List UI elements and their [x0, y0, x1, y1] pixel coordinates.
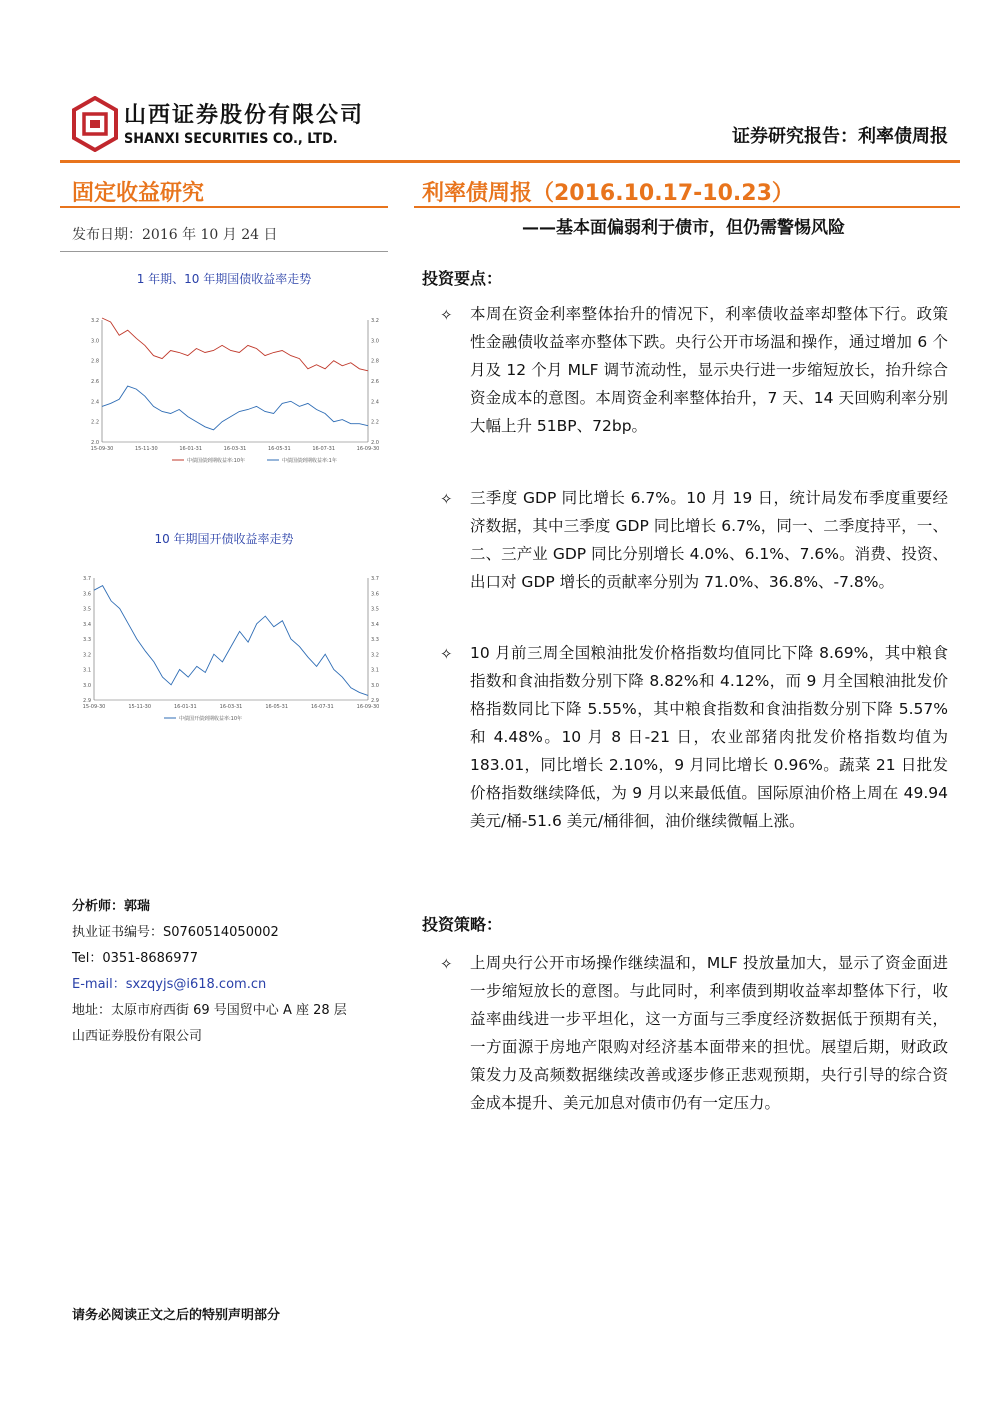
y-tick-label-left: 2.2 [91, 419, 99, 426]
legend-label: 中债国开债到期收益率:10年 [179, 716, 243, 722]
y-tick-label-left: 2.4 [91, 399, 99, 406]
x-tick-label: 16-03-31 [219, 704, 243, 710]
x-tick-label: 15-09-30 [82, 704, 106, 710]
y-tick-label-left: 2.8 [91, 358, 99, 365]
strategy-heading: 投资策略： [422, 915, 503, 934]
y-tick-label-right: 2.4 [371, 399, 379, 406]
analyst-tel: Tel：0351-8686977 [72, 951, 199, 966]
x-tick-label: 16-07-31 [312, 446, 336, 452]
header-rule [60, 160, 960, 163]
y-tick-label-right: 3.5 [371, 606, 379, 613]
publish-date: 发布日期：2016 年 10 月 24 日 [72, 227, 278, 243]
report-type: 证券研究报告：利率债周报 [732, 126, 948, 147]
chart2-title: 10 年期国开债收益率走势 [154, 532, 294, 546]
y-tick-label-left: 3.6 [83, 591, 91, 598]
strategy-text: 上周央行公开市场操作继续温和，MLF 投放量加大，显示了资金面进一步缩短放长的意图。与此同时，利率债到期收益率却整体下行，收益率曲线进一步平坦化，这一方面与三季度经济数据低于预期有关，一方面源于房地产限购对经济基本面带来的担忧。展望后期，财政政策发力及高频数据继续改善或逐步修正悲观预期，央行引导的综合资金成本提升、美元加息对债市仍有一定压力。 [470, 954, 948, 1112]
analyst-name: 分析师：郭瑞 [72, 899, 151, 914]
footer-disclaimer: 请务必阅读正文之后的特别声明部分 [72, 1308, 281, 1323]
analyst-cert: 执业证书编号：S0760514050002 [72, 925, 279, 940]
y-tick-label-left: 2.6 [91, 379, 99, 385]
y-tick-label-left: 2.9 [83, 698, 91, 704]
company-logo [72, 96, 118, 152]
x-tick-label: 16-03-31 [223, 446, 247, 452]
y-tick-label-right: 3.1 [371, 667, 379, 674]
y-tick-label-right: 2.6 [371, 379, 379, 385]
y-tick-label-right: 2.9 [371, 698, 379, 704]
x-tick-label: 16-09-30 [356, 446, 380, 452]
y-tick-label-right: 3.0 [371, 338, 379, 345]
x-tick-label: 16-05-31 [265, 704, 289, 710]
y-tick-label-right: 3.6 [371, 591, 379, 598]
y-tick-label-left: 3.5 [83, 606, 91, 613]
y-tick-label-right: 3.0 [371, 682, 379, 689]
analyst-info [72, 894, 347, 1050]
legend-label: 中债国债到期收益率:1年 [282, 458, 337, 464]
series-line-0 [102, 318, 368, 371]
section-title: 固定收益研究 [72, 181, 205, 206]
company-name-cn: 山西证券股份有限公司 [124, 103, 365, 128]
left-divider [60, 251, 388, 252]
x-tick-label: 15-11-30 [134, 446, 158, 452]
y-tick-label-left: 3.4 [83, 621, 91, 628]
chart-cdb-yields [72, 568, 390, 738]
x-tick-label: 16-05-31 [267, 446, 291, 452]
chart1-title: 1 年期、10 年期国债收益率走势 [136, 272, 312, 286]
bullet-icon: ✧ [440, 490, 453, 508]
x-tick-label: 15-11-30 [128, 704, 152, 710]
key-point-1: 本周在资金利率整体抬升的情况下，利率债收益率却整体下行。政策性金融债收益率亦整体下跌。央行公开市场温和操作，通过增加 6 个月及 12 个月 MLF 调节流动性，显示央行进一步缩短放长，抬升综合资金成本的意图。本周资金利率整体抬升，7 天、14 天回购利率分别大幅上升 51BP、72bp。 [470, 305, 948, 435]
y-tick-label-right: 3.2 [371, 318, 379, 324]
y-tick-label-left: 3.7 [83, 576, 91, 582]
x-tick-label: 16-01-31 [173, 704, 197, 710]
y-tick-label-right: 3.4 [371, 621, 379, 628]
key-point-3: 10 月前三周全国粮油批发价格指数均值同比下降 8.69%，其中粮食指数和食油指数分别下降 8.82%和 4.12%，而 9 月全国粮油批发价格指数同比下降 5.55%，其中粮食指数和食油指数分别下降 5.57%和 4.48%。10 月 8 日-21 日，农业部猪肉批发价格指数均值为 183.01，同比增长 2.10%，9 月同比增长 0.96%。蔬菜 21 日批发价格指数继续降低，为 9 月以来最低值。国际原油价格上周在 49.94 美元/桶-51.6 美元/桶徘徊，油价继续微幅上涨。 [470, 644, 948, 830]
y-tick-label-left: 2.0 [91, 440, 99, 446]
report-title: 利率债周报（2016.10.17-10.23） [422, 181, 794, 206]
analyst-address: 地址：太原市府西街 69 号国贸中心 A 座 28 层 [72, 1003, 347, 1018]
bullet-icon: ✧ [440, 306, 453, 324]
series-line-0 [94, 586, 368, 696]
y-tick-label-left: 3.1 [83, 667, 91, 674]
right-title-rule [414, 206, 960, 208]
report-subtitle: ——基本面偏弱利于债市，但仍需警惕风险 [522, 218, 845, 238]
y-tick-label-right: 2.2 [371, 419, 379, 426]
x-tick-label: 16-09-30 [356, 704, 380, 710]
key-points-heading: 投资要点： [422, 269, 503, 288]
y-tick-label-right: 3.2 [371, 652, 379, 659]
y-tick-label-left: 3.0 [83, 682, 91, 689]
company-name-en: SHANXI SECURITIES CO., LTD. [124, 131, 338, 147]
y-tick-label-left: 3.0 [91, 338, 99, 345]
bullet-icon: ✧ [440, 955, 453, 973]
analyst-company: 山西证券股份有限公司 [72, 1029, 203, 1044]
x-tick-label: 16-07-31 [310, 704, 334, 710]
y-tick-label-left: 3.3 [83, 637, 91, 643]
y-tick-label-left: 3.2 [83, 652, 91, 659]
y-tick-label-right: 2.8 [371, 358, 379, 365]
x-tick-label: 16-01-31 [179, 446, 203, 452]
y-tick-label-right: 3.3 [371, 637, 379, 643]
key-point-2: 三季度 GDP 同比增长 6.7%。10 月 19 日，统计局发布季度重要经济数据，其中三季度 GDP 同比增长 6.7%，同一、二季度持平，一、二、三产业 GDP 同比分别增长 4.0%、6.1%、7.6%。消费、投资、出口对 GDP 增长的贡献率分别为 71.0%、36.8%、-7.8%。 [470, 489, 948, 591]
y-tick-label-right: 2.0 [371, 440, 379, 446]
y-tick-label-right: 3.7 [371, 576, 379, 582]
chart-treasury-yields [80, 310, 390, 480]
series-line-1 [102, 386, 368, 430]
left-title-rule [60, 206, 388, 208]
bullet-icon: ✧ [440, 645, 453, 663]
analyst-email[interactable]: E-mail：sxzqyjs@i618.com.cn [72, 977, 267, 992]
x-tick-label: 15-09-30 [90, 446, 114, 452]
legend-label: 中债国债到期收益率:10年 [187, 458, 246, 464]
y-tick-label-left: 3.2 [91, 318, 99, 324]
